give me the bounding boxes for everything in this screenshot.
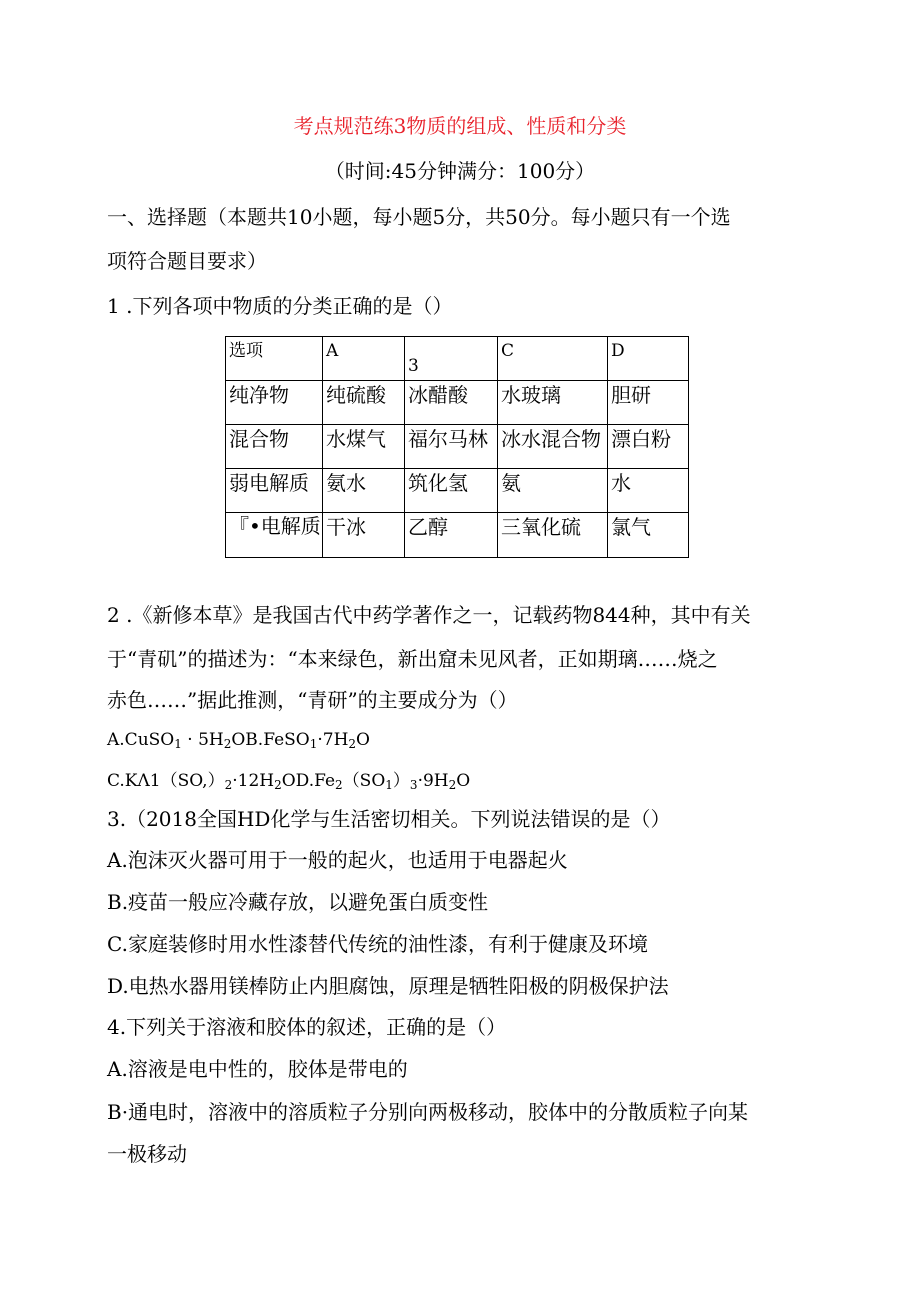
table-cell: 混合物 (226, 425, 323, 469)
question-4-option-b-line-1: B·通电时，溶液中的溶质粒子分别向两极移动，胶体中的分散质粒子向某 (107, 1100, 749, 1124)
table-cell: 三氧化硫 (498, 513, 608, 558)
table-cell: 水煤气 (323, 425, 405, 469)
question-3-option-a: A.泡沫灭火器可用于一般的起火，也适用于电器起火 (107, 848, 568, 872)
question-2-line-3: 赤色……”据此推测，“青研”的主要成分为（） (107, 688, 518, 712)
table-header-cell: D (608, 337, 689, 381)
classification-table (225, 336, 689, 558)
table-cell: 水 (608, 469, 689, 513)
table-cell: 冰醋酸 (405, 381, 498, 425)
section-heading-line-1: 一、选择题（本题共10小题，每小题5分，共50分。每小题只有一个选 (107, 205, 731, 229)
table-row (226, 469, 689, 513)
question-4-stem: 4.下列关于溶液和胶体的叙述，正确的是（） (107, 1015, 507, 1039)
table-row (226, 513, 689, 558)
table-cell: 水玻璃 (498, 381, 608, 425)
table-header-cell: 选项 (226, 337, 323, 381)
table-cell: 漂白粉 (608, 425, 689, 469)
table-cell: 纯硫酸 (323, 381, 405, 425)
table-cell: 氯气 (608, 513, 689, 558)
question-3-stem: 3.（2018全国HD化学与生活密切相关。下列说法错误的是（） (107, 807, 671, 831)
table-cell: 氨 (498, 469, 608, 513)
table-header-cell: A (323, 337, 405, 381)
question-2-options-ab: A.CuSO$_1$ · $5H_2OB.FeSO_1\cdot 7H_2O$ (107, 730, 370, 751)
question-2-options-cd: $C.K\Lambda 1(SO,)_2\cdot 12H_2OD.Fe_2(SO_1)_3\cdot 9H_2O$ (107, 771, 471, 792)
table-cell: 冰水混合物 (498, 425, 608, 469)
table-header-cell: 3 (405, 337, 498, 381)
question-3-option-b: B.疫苗一般应冷藏存放，以避免蛋白质变性 (107, 890, 489, 914)
question-2-line-1: 2 .《新修本草》是我国古代中药学著作之一，记载药物844种，其中有关 (107, 603, 751, 627)
table-cell: 弱电解质 (226, 469, 323, 513)
section-heading-line-2: 项符合题目要求） (107, 249, 267, 273)
question-3-option-d: D.电热水器用镁棒防止内胆腐蚀，原理是牺牲阳极的阴极保护法 (107, 974, 669, 998)
table-header-row (226, 337, 689, 381)
page-title: 考点规范练3物质的组成、性质和分类 (293, 114, 627, 138)
table-cell: 干冰 (323, 513, 405, 558)
table-cell: 福尔马林 (405, 425, 498, 469)
table-cell: 『•电解质 (226, 513, 323, 558)
question-3-option-c: C.家庭装修时用水性漆替代传统的油性漆，有利于健康及环境 (107, 932, 648, 956)
table-cell: 氨水 (323, 469, 405, 513)
table-cell: 筑化氢 (405, 469, 498, 513)
table-cell: 纯净物 (226, 381, 323, 425)
question-4-option-b-line-2: 一极移动 (107, 1142, 187, 1166)
table-row (226, 381, 689, 425)
question-1-stem: 1 .下列各项中物质的分类正确的是（） (107, 294, 453, 318)
table-cell: 胆研 (608, 381, 689, 425)
question-4-option-a: A.溶液是电中性的，胶体是带电的 (107, 1057, 408, 1081)
question-2-line-2: 于“青矶”的描述为：“本来绿色，新出窟未见风者，正如期璃……烧之 (107, 647, 718, 671)
page-subtitle: （时间:45分钟满分：100分） (324, 159, 596, 183)
table-row (226, 425, 689, 469)
table-cell: 乙醇 (405, 513, 498, 558)
table-header-cell: C (498, 337, 608, 381)
